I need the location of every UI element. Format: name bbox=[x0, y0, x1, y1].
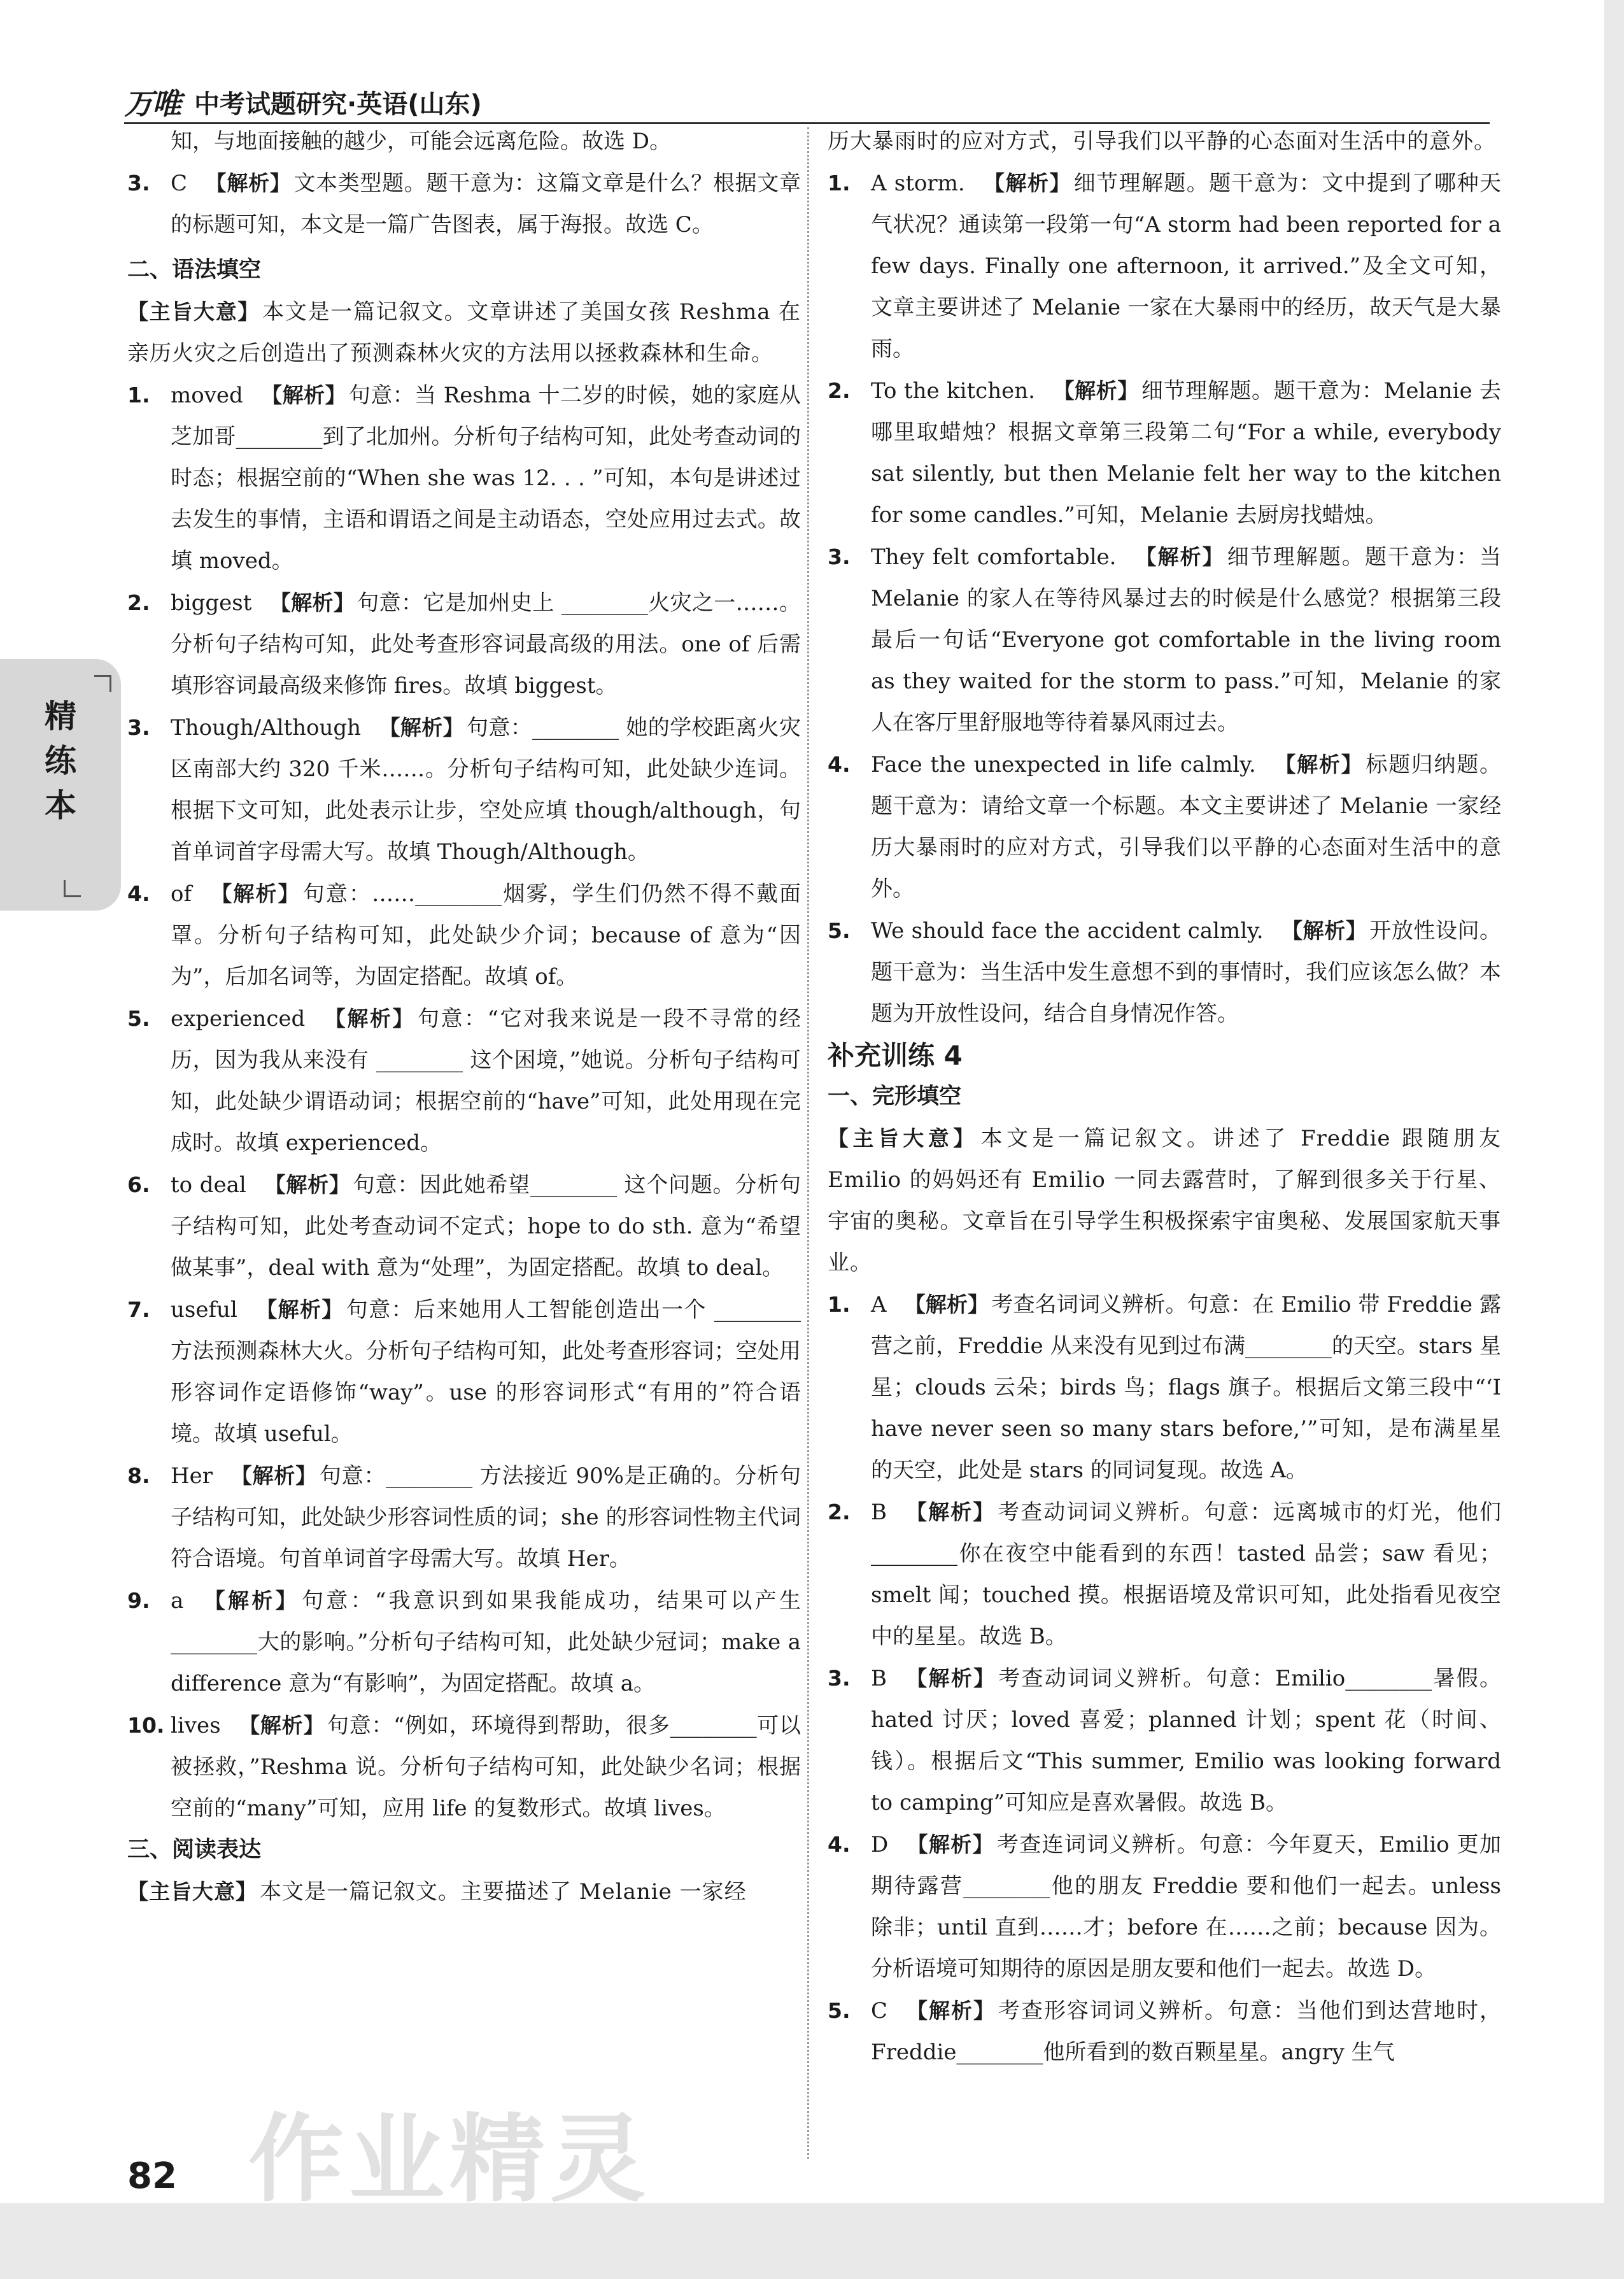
item-answer: of bbox=[171, 881, 192, 907]
item-explanation: 句意：后来她用人工智能创造出一个 ________方法预测森林大火。分析句子结构可知，此处考查形容词；空处用形容词作定语修饰“way”。use 的形容词形式“有用的”符合语境。故填 useful。 bbox=[171, 1297, 801, 1447]
corner-mark-icon bbox=[64, 880, 81, 897]
analysis-tag: 【解析】 bbox=[1052, 378, 1139, 403]
item-answer: useful bbox=[171, 1297, 237, 1323]
item-answer: We should face the accident calmly. bbox=[871, 918, 1264, 944]
answer-item bbox=[828, 370, 1501, 536]
summary-text: 本文是一篇记叙文。讲述了 Freddie 跟随朋友 Emilio 的妈妈还有 Emilio 一同去露营时，了解到很多关于行星、宇宙的奥秘。文章旨在引导学生积极探索宇宙奥秘、发展国家航天事业。 bbox=[828, 1126, 1502, 1275]
answer-item bbox=[828, 162, 1501, 370]
summary-continued: 历大暴雨时的应对方式，引导我们以平静的心态面对生活中的意外。 bbox=[828, 129, 1496, 154]
analysis-tag: 【解析】 bbox=[260, 383, 346, 408]
answer-item bbox=[127, 1164, 801, 1289]
page-number: 82 bbox=[127, 2155, 177, 2197]
item-answer: A bbox=[871, 1292, 887, 1317]
side-tab-label: 精练本 bbox=[45, 698, 76, 824]
answer-item bbox=[828, 1658, 1501, 1824]
section-heading: 一、完形填空 bbox=[828, 1084, 962, 1109]
item-explanation: 细节理解题。题干意为：文中提到了哪种天气状况？通读第一段第一句“A storm had been reported for a few days. Finally one afternoon, it arrived.”及全文可知，文章主要讲述了 Melanie 一家在大暴雨中的经历，故天气是大暴雨。 bbox=[871, 171, 1501, 362]
item-number: 1. bbox=[828, 171, 851, 195]
section-heading: 二、语法填空 bbox=[127, 257, 262, 283]
item-number: 4. bbox=[828, 1832, 851, 1857]
answer-item bbox=[127, 582, 801, 707]
summary-paragraph bbox=[127, 1871, 801, 1913]
item-explanation: 句意：“我意识到如果我能成功，结果可以产生________大的影响。”分析句子结构可知，此处缺少冠词；make a difference 意为“有影响”，为固定搭配。故填 a。 bbox=[171, 1588, 801, 1696]
item-explanation: 句意：因此她希望________ 这个问题。分析句子结构可知，此处考查动词不定式；hope to do sth. 意为“希望做某事”，deal with 意为“处理”，为固定搭配。故填 to deal。 bbox=[171, 1172, 801, 1281]
analysis-tag: 【解析】 bbox=[905, 1666, 996, 1691]
answer-item bbox=[127, 374, 801, 582]
analysis-tag: 【解析】 bbox=[205, 171, 292, 195]
paragraph-continued: 知，与地面接触的越少，可能会远离危险。故选 D。 bbox=[171, 129, 672, 154]
item-answer: Her bbox=[171, 1463, 213, 1489]
item-answer: C bbox=[171, 171, 188, 196]
item-number: 4. bbox=[127, 881, 150, 906]
analysis-tag: 【解析】 bbox=[209, 881, 300, 906]
item-answer: C bbox=[871, 1998, 888, 2024]
item-explanation: 句意：________ 她的学校距离火灾区南部大约 320 千米……。分析句子结构可知，此处缺少连词。根据下文可知，此处表示让步，空处应填 though/although，句首单词首字母需大写。故填 Though/Although。 bbox=[171, 715, 801, 865]
item-explanation: 细节理解题。题干意为：当 Melanie 的家人在等待风暴过去的时候是什么感觉？根据第三段最后一句话“Everyone got comfortable in the living room as they waited for the storm to pass.”可知，Melanie 的家人在客厅里舒服地等待着暴风雨过去。 bbox=[871, 544, 1502, 735]
answer-item bbox=[828, 1824, 1501, 1990]
analysis-tag: 【解析】 bbox=[238, 1713, 325, 1738]
item-number: 8. bbox=[127, 1463, 150, 1488]
answer-item bbox=[127, 998, 801, 1164]
item-explanation: 句意：……________烟雾，学生们仍然不得不戴面罩。分析句子结构可知，此处缺少介词；because of 意为“因为”，后加名词等，为固定搭配。故填 of。 bbox=[171, 881, 801, 990]
item-answer: moved bbox=[171, 383, 243, 408]
analysis-tag: 【解析】 bbox=[230, 1463, 317, 1488]
item-number: 1. bbox=[828, 1292, 851, 1317]
item-number: 5. bbox=[828, 918, 851, 943]
brand-logo: 万唯 bbox=[124, 87, 180, 121]
analysis-tag: 【解析】 bbox=[1273, 752, 1364, 777]
item-number: 1. bbox=[127, 383, 150, 408]
item-explanation: 句意：“例如，环境得到帮助，很多________可以被拯救，”Reshma 说。分析句子结构可知，此处缺少名词；根据空前的“many”可知，应用 life 的复数形式。故填 lives。 bbox=[171, 1713, 801, 1821]
analysis-tag: 【解析】 bbox=[1134, 544, 1225, 569]
item-explanation: 考查连词词义辨析。句意：今年夏天，Emilio 更加期待露营________他的朋友 Freddie 要和他们一起去。unless 除非；until 直到……才；before 在……之前；because 因为。分析语境可知期待的原因是朋友要和他们一起去。故选 D。 bbox=[871, 1832, 1501, 1982]
answer-item bbox=[127, 1289, 801, 1455]
item-explanation: 考查动词词义辨析。句意：远离城市的灯光，他们________你在夜空中能看到的东西！tasted 品尝；saw 看见；smelt 闻；touched 摸。根据语境及常识可知，此处指看见夜空中的星星。故选 B。 bbox=[871, 1500, 1502, 1649]
item-answer: B bbox=[871, 1500, 887, 1525]
answer-item bbox=[127, 1580, 801, 1705]
left-column bbox=[127, 121, 801, 1913]
item-number: 5. bbox=[828, 1998, 851, 2023]
summary-text: 本文是一篇记叙文。主要描述了 Melanie 一家经 bbox=[260, 1879, 747, 1905]
answer-item bbox=[127, 1705, 801, 1829]
item-answer: They felt comfortable. bbox=[871, 544, 1117, 570]
answer-item bbox=[828, 744, 1501, 910]
item-explanation: 句意：它是加州史上 ________火灾之一……。分析句子结构可知，此处考查形容词最高级的用法。one of 后需填形容词最高级来修饰 fires。故填 biggest。 bbox=[171, 590, 801, 699]
item-number: 5. bbox=[127, 1006, 150, 1031]
analysis-tag: 【解析】 bbox=[905, 1500, 996, 1524]
item-answer: D bbox=[871, 1832, 889, 1857]
item-answer: Though/Although bbox=[171, 715, 362, 741]
item-explanation: 考查名词词义辨析。句意：在 Emilio 带 Freddie 露营之前，Freddie 从来没有见到过布满________的天空。stars 星星；clouds 云朵；birds 鸟；flags 旗子。根据后文第三段中“‘I have never seen so many stars before,’”可知，是布满星星的天空，此处是 stars 的同词复现。故选 A。 bbox=[871, 1292, 1502, 1483]
corner-mark-icon bbox=[94, 675, 111, 692]
header bbox=[124, 80, 482, 124]
column-divider bbox=[807, 127, 809, 2159]
analysis-tag: 【解析】 bbox=[201, 1588, 299, 1613]
analysis-tag: 【解析】 bbox=[255, 1297, 344, 1322]
item-number: 3. bbox=[828, 544, 851, 569]
item-explanation: 考查动词词义辨析。句意：Emilio________暑假。hated 讨厌；loved 喜爱；planned 计划；spent 花（时间、钱）。根据后文“This summer, Emilio was looking forward to camping”可知应是喜欢暑假。故选 B。 bbox=[871, 1666, 1502, 1815]
watermark: 作业精灵 bbox=[248, 2105, 651, 2215]
item-number: 3. bbox=[127, 171, 150, 195]
item-explanation: 文本类型题。题干意为：这篇文章是什么？根据文章的标题可知，本文是一篇广告图表，属于海报。故选 C。 bbox=[171, 171, 801, 238]
answer-item bbox=[828, 1491, 1501, 1658]
item-answer: a bbox=[171, 1588, 184, 1614]
supplement-title: 补充训练 4 bbox=[828, 1040, 963, 1071]
item-explanation: 细节理解题。题干意为：Melanie 去哪里取蜡烛？根据文章第三段第二句“For a while, everybody sat silently, but then Melanie felt her way to the kitchen for some candles.”可知，Melanie 去厨房找蜡烛。 bbox=[871, 378, 1501, 528]
answer-item bbox=[127, 1455, 801, 1580]
section-heading: 三、阅读表达 bbox=[127, 1837, 262, 1863]
summary-paragraph bbox=[127, 291, 801, 374]
item-answer: lives bbox=[171, 1713, 221, 1738]
item-number: 9. bbox=[127, 1588, 150, 1613]
item-number: 10. bbox=[127, 1713, 165, 1738]
item-answer: A storm. bbox=[871, 171, 965, 196]
analysis-tag: 【解析】 bbox=[906, 1832, 994, 1857]
item-answer: B bbox=[871, 1666, 887, 1691]
item-explanation: 句意：“它对我来说是一段不寻常的经历，因为我从来没有 ________ 这个困境，”她说。分析句子结构可知，此处缺少谓语动词；根据空前的“have”可知，此处用现在完成时。故填 experienced。 bbox=[171, 1006, 801, 1156]
answer-item bbox=[828, 1990, 1501, 2073]
item-answer: Face the unexpected in life calmly. bbox=[871, 752, 1256, 777]
item-answer: To the kitchen. bbox=[871, 378, 1035, 404]
answer-item bbox=[127, 162, 801, 246]
item-number: 6. bbox=[127, 1172, 150, 1197]
answer-item bbox=[127, 873, 801, 998]
item-number: 2. bbox=[828, 378, 851, 403]
summary-tag: 【主旨大意】 bbox=[828, 1126, 978, 1151]
analysis-tag: 【解析】 bbox=[1281, 918, 1367, 943]
analysis-tag: 【解析】 bbox=[379, 715, 464, 740]
analysis-tag: 【解析】 bbox=[905, 1998, 996, 2023]
summary-paragraph bbox=[828, 1118, 1501, 1284]
summary-tag: 【主旨大意】 bbox=[127, 1879, 257, 1904]
item-answer: experienced bbox=[171, 1006, 306, 1032]
item-explanation: 开放性设问。题干意为：当生活中发生意想不到的事情时，我们应该怎么做？本题为开放性设问，结合自身情况作答。 bbox=[871, 918, 1502, 1026]
item-number: 3. bbox=[828, 1666, 851, 1691]
analysis-tag: 【解析】 bbox=[904, 1292, 989, 1317]
item-explanation: 句意：当 Reshma 十二岁的时候，她的家庭从芝加哥________到了北加州。分析句子结构可知，此处考查动词的时态；根据空前的“When she was 12. . . ”可知，本句是讲述过去发生的事情，主语和谓语之间是主动语态，空处应用过去式。故填 moved。 bbox=[171, 383, 801, 574]
summary-tag: 【主旨大意】 bbox=[127, 299, 260, 324]
item-number: 7. bbox=[127, 1297, 150, 1322]
analysis-tag: 【解析】 bbox=[323, 1006, 415, 1031]
item-number: 2. bbox=[828, 1500, 851, 1524]
item-number: 2. bbox=[127, 590, 150, 615]
book-title: 中考试题研究·英语(山东) bbox=[194, 89, 482, 119]
analysis-tag: 【解析】 bbox=[264, 1172, 351, 1197]
answer-item bbox=[828, 910, 1501, 1035]
item-explanation: 标题归纳题。题干意为：请给文章一个标题。本文主要讲述了 Melanie 一家经历大暴雨时的应对方式，引导我们以平静的心态面对生活中的意外。 bbox=[871, 752, 1501, 902]
item-answer: biggest bbox=[171, 590, 252, 616]
analysis-tag: 【解析】 bbox=[269, 590, 355, 615]
analysis-tag: 【解析】 bbox=[982, 171, 1071, 195]
item-explanation: 句意：________ 方法接近 90%是正确的。分析句子结构可知，此处缺少形容词性质的词；she 的形容词性物主代词符合语境。句首单词首字母需大写。故填 Her。 bbox=[171, 1463, 801, 1572]
answer-item bbox=[828, 536, 1501, 744]
answer-item bbox=[828, 1284, 1501, 1491]
summary-text: 本文是一篇记叙文。文章讲述了美国女孩 Reshma 在亲历火灾之后创造出了预测森林火灾的方法用以拯救森林和生命。 bbox=[127, 299, 801, 366]
item-number: 4. bbox=[828, 752, 851, 777]
item-answer: to deal bbox=[171, 1172, 246, 1198]
answer-item bbox=[127, 707, 801, 873]
item-explanation: 考查形容词词义辨析。句意：当他们到达营地时，Freddie________他所看到的数百颗星星。angry 生气 bbox=[871, 1998, 1502, 2065]
right-column bbox=[828, 121, 1501, 2073]
item-number: 3. bbox=[127, 715, 150, 740]
